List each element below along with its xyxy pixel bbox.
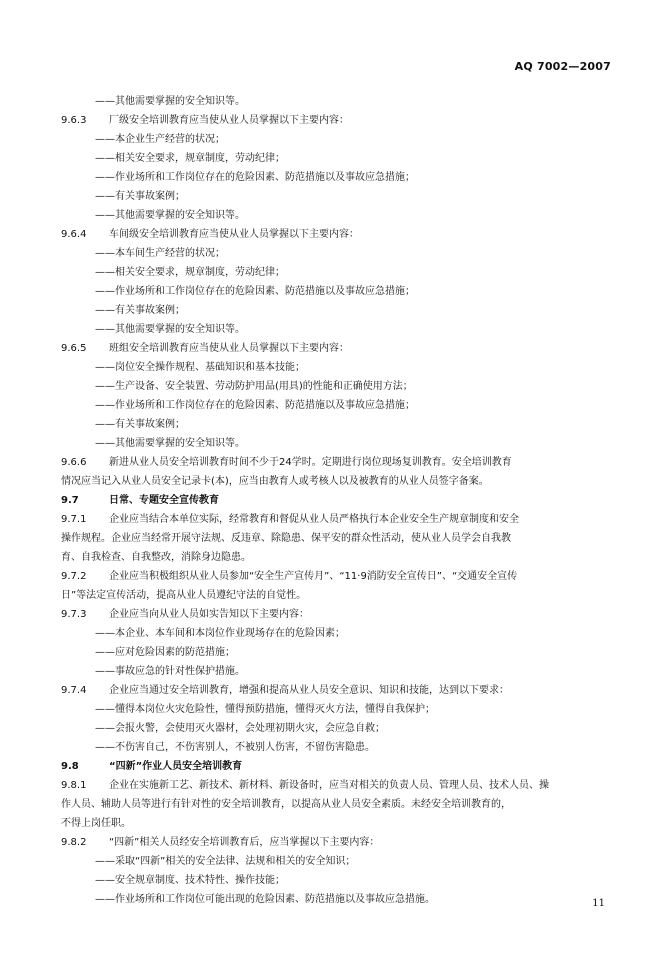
clause-number: 9.8.2 [61,837,87,848]
list-item [61,719,621,738]
line-text: ——岗位安全操作规程、基础知识和基本技能； [95,362,305,373]
list-item [61,643,621,662]
line-text: ——其他需要掌握的安全知识等。 [95,438,245,449]
line-text: 操作规程。企业应当经常开展守法规、反违章、除隐患、保平安的群众性活动，使从业人员学会自我教 [61,533,511,544]
clause [61,510,621,529]
clause-number: 9.6.4 [61,229,87,240]
line-text: 车间级安全培训教育应当使从业人员掌握以下主要内容： [109,229,359,240]
clause-number: 9.6.6 [61,457,87,468]
document-code: AQ 7002—2007 [514,60,611,73]
list-item [61,92,621,111]
line-text: ——本车间生产经营的状况； [95,248,225,259]
list-item [61,206,621,225]
list-item [61,415,621,434]
list-item [61,871,621,890]
line-text: 新进从业人员安全培训教育时间不少于24学时。定期进行岗位现场复训教育。安全培训教育 [109,457,512,468]
line-text: ——作业场所和工作岗位存在的危险因素、防范措施以及事故应急措施； [95,172,415,183]
paragraph-line [61,529,621,548]
line-text: ——其他需要掌握的安全知识等。 [95,96,245,107]
line-text: ——相关安全要求，规章制度，劳动纪律； [95,267,285,278]
list-item [61,130,621,149]
line-text: 企业应当结合本单位实际，经常教育和督促从业人员严格执行本企业安全生产规章制度和安全 [109,514,519,525]
clause [61,339,621,358]
line-text: 企业在实施新工艺、新技术、新材料、新设备时，应当对相关的负责人员、管理人员、技术人员、操 [109,780,549,791]
clause-number: 9.8 [61,761,79,772]
line-text: ——不伤害自己，不伤害别人，不被别人伤害，不留伤害隐患。 [95,742,375,753]
line-text: 情况应当记入从业人员安全记录卡(本)，应当由教育人或考核人以及被教育的从业人员签字备案。 [61,476,489,487]
list-item [61,700,621,719]
list-item [61,187,621,206]
line-text: 厂级安全培训教育应当使从业人员掌握以下主要内容： [109,115,349,126]
clause-number: 9.6.3 [61,115,87,126]
clause-number: 9.7.2 [61,571,87,582]
clause [61,225,621,244]
list-item [61,282,621,301]
line-text: ——有关事故案例； [95,419,185,430]
list-item [61,890,621,909]
line-text: “四新”作业人员安全培训教育 [109,761,243,772]
clause [61,567,621,586]
list-item [61,244,621,263]
list-item [61,396,621,415]
clause-number: 9.7.1 [61,514,87,525]
line-text: 班组安全培训教育应当使从业人员掌握以下主要内容： [109,343,349,354]
clause [61,833,621,852]
line-text: 作人员、辅助人员等进行有针对性的安全培训教育，以提高从业人员安全素质。未经安全培训教育的， [61,799,511,810]
line-text: 企业应当积极组织从业人员参加“安全生产宣传月”、“11·9消防安全宣传日”、“交通安全宣传 [109,571,518,582]
line-text: ——相关安全要求，规章制度，劳动纪律； [95,153,285,164]
list-item [61,320,621,339]
paragraph-line [61,814,621,833]
list-item [61,662,621,681]
section-heading [61,757,621,776]
line-text: ——作业场所和工作岗位可能出现的危险因素、防范措施以及事故应急措施。 [95,894,435,905]
line-text: ——懂得本岗位火灾危险性，懂得预防措施，懂得灭火方法，懂得自我保护； [95,704,435,715]
line-text: 企业应当通过安全培训教育，增强和提高从业人员安全意识、知识和技能，达到以下要求： [109,685,509,696]
paragraph-line [61,548,621,567]
list-item [61,149,621,168]
list-item [61,624,621,643]
line-text: ——本企业、本车间和本岗位作业现场存在的危险因素； [95,628,345,639]
page-number: 11 [592,898,605,909]
list-item [61,358,621,377]
line-text: ——采取“四新”相关的安全法律、法规和相关的安全知识； [95,856,356,867]
paragraph-line [61,795,621,814]
line-text: 日”等法定宣传活动，提高从业人员遵纪守法的自觉性。 [61,590,307,601]
line-text: ——有关事故案例； [95,191,185,202]
clause [61,776,621,795]
line-text: ——作业场所和工作岗位存在的危险因素、防范措施以及事故应急措施； [95,400,415,411]
list-item [61,301,621,320]
line-text: “四新”相关人员经安全培训教育后，应当掌握以下主要内容： [109,837,380,848]
clause [61,605,621,624]
list-item [61,434,621,453]
document-body [61,92,621,909]
clause [61,681,621,700]
paragraph-line [61,472,621,491]
clause-number: 9.8.1 [61,780,87,791]
line-text: ——其他需要掌握的安全知识等。 [95,210,245,221]
paragraph-line [61,586,621,605]
line-text: 育、自我检查、自我整改，消除身边隐患。 [61,552,251,563]
line-text: ——安全规章制度、技术特性、操作技能； [95,875,285,886]
list-item [61,263,621,282]
clause-number: 9.6.5 [61,343,87,354]
clause-number: 9.7.3 [61,609,87,620]
line-text: 不得上岗任职。 [61,818,131,829]
line-text: ——作业场所和工作岗位存在的危险因素、防范措施以及事故应急措施； [95,286,415,297]
line-text: ——会报火警，会使用灭火器材，会处理初期火灾，会应急自救； [95,723,385,734]
line-text: 日常、专题安全宣传教育 [109,495,219,506]
line-text: ——事故应急的针对性保护措施。 [95,666,245,677]
list-item [61,852,621,871]
line-text: ——生产设备、安全装置、劳动防护用品(用具)的性能和正确使用方法； [95,381,413,392]
line-text: ——本企业生产经营的状况； [95,134,225,145]
clause-number: 9.7.4 [61,685,87,696]
clause [61,111,621,130]
line-text: ——有关事故案例； [95,305,185,316]
list-item [61,377,621,396]
list-item [61,738,621,757]
line-text: ——其他需要掌握的安全知识等。 [95,324,245,335]
list-item [61,168,621,187]
section-heading [61,491,621,510]
line-text: ——应对危险因素的防范措施； [95,647,235,658]
clause [61,453,621,472]
line-text: 企业应当向从业人员如实告知以下主要内容： [109,609,309,620]
clause-number: 9.7 [61,495,79,506]
